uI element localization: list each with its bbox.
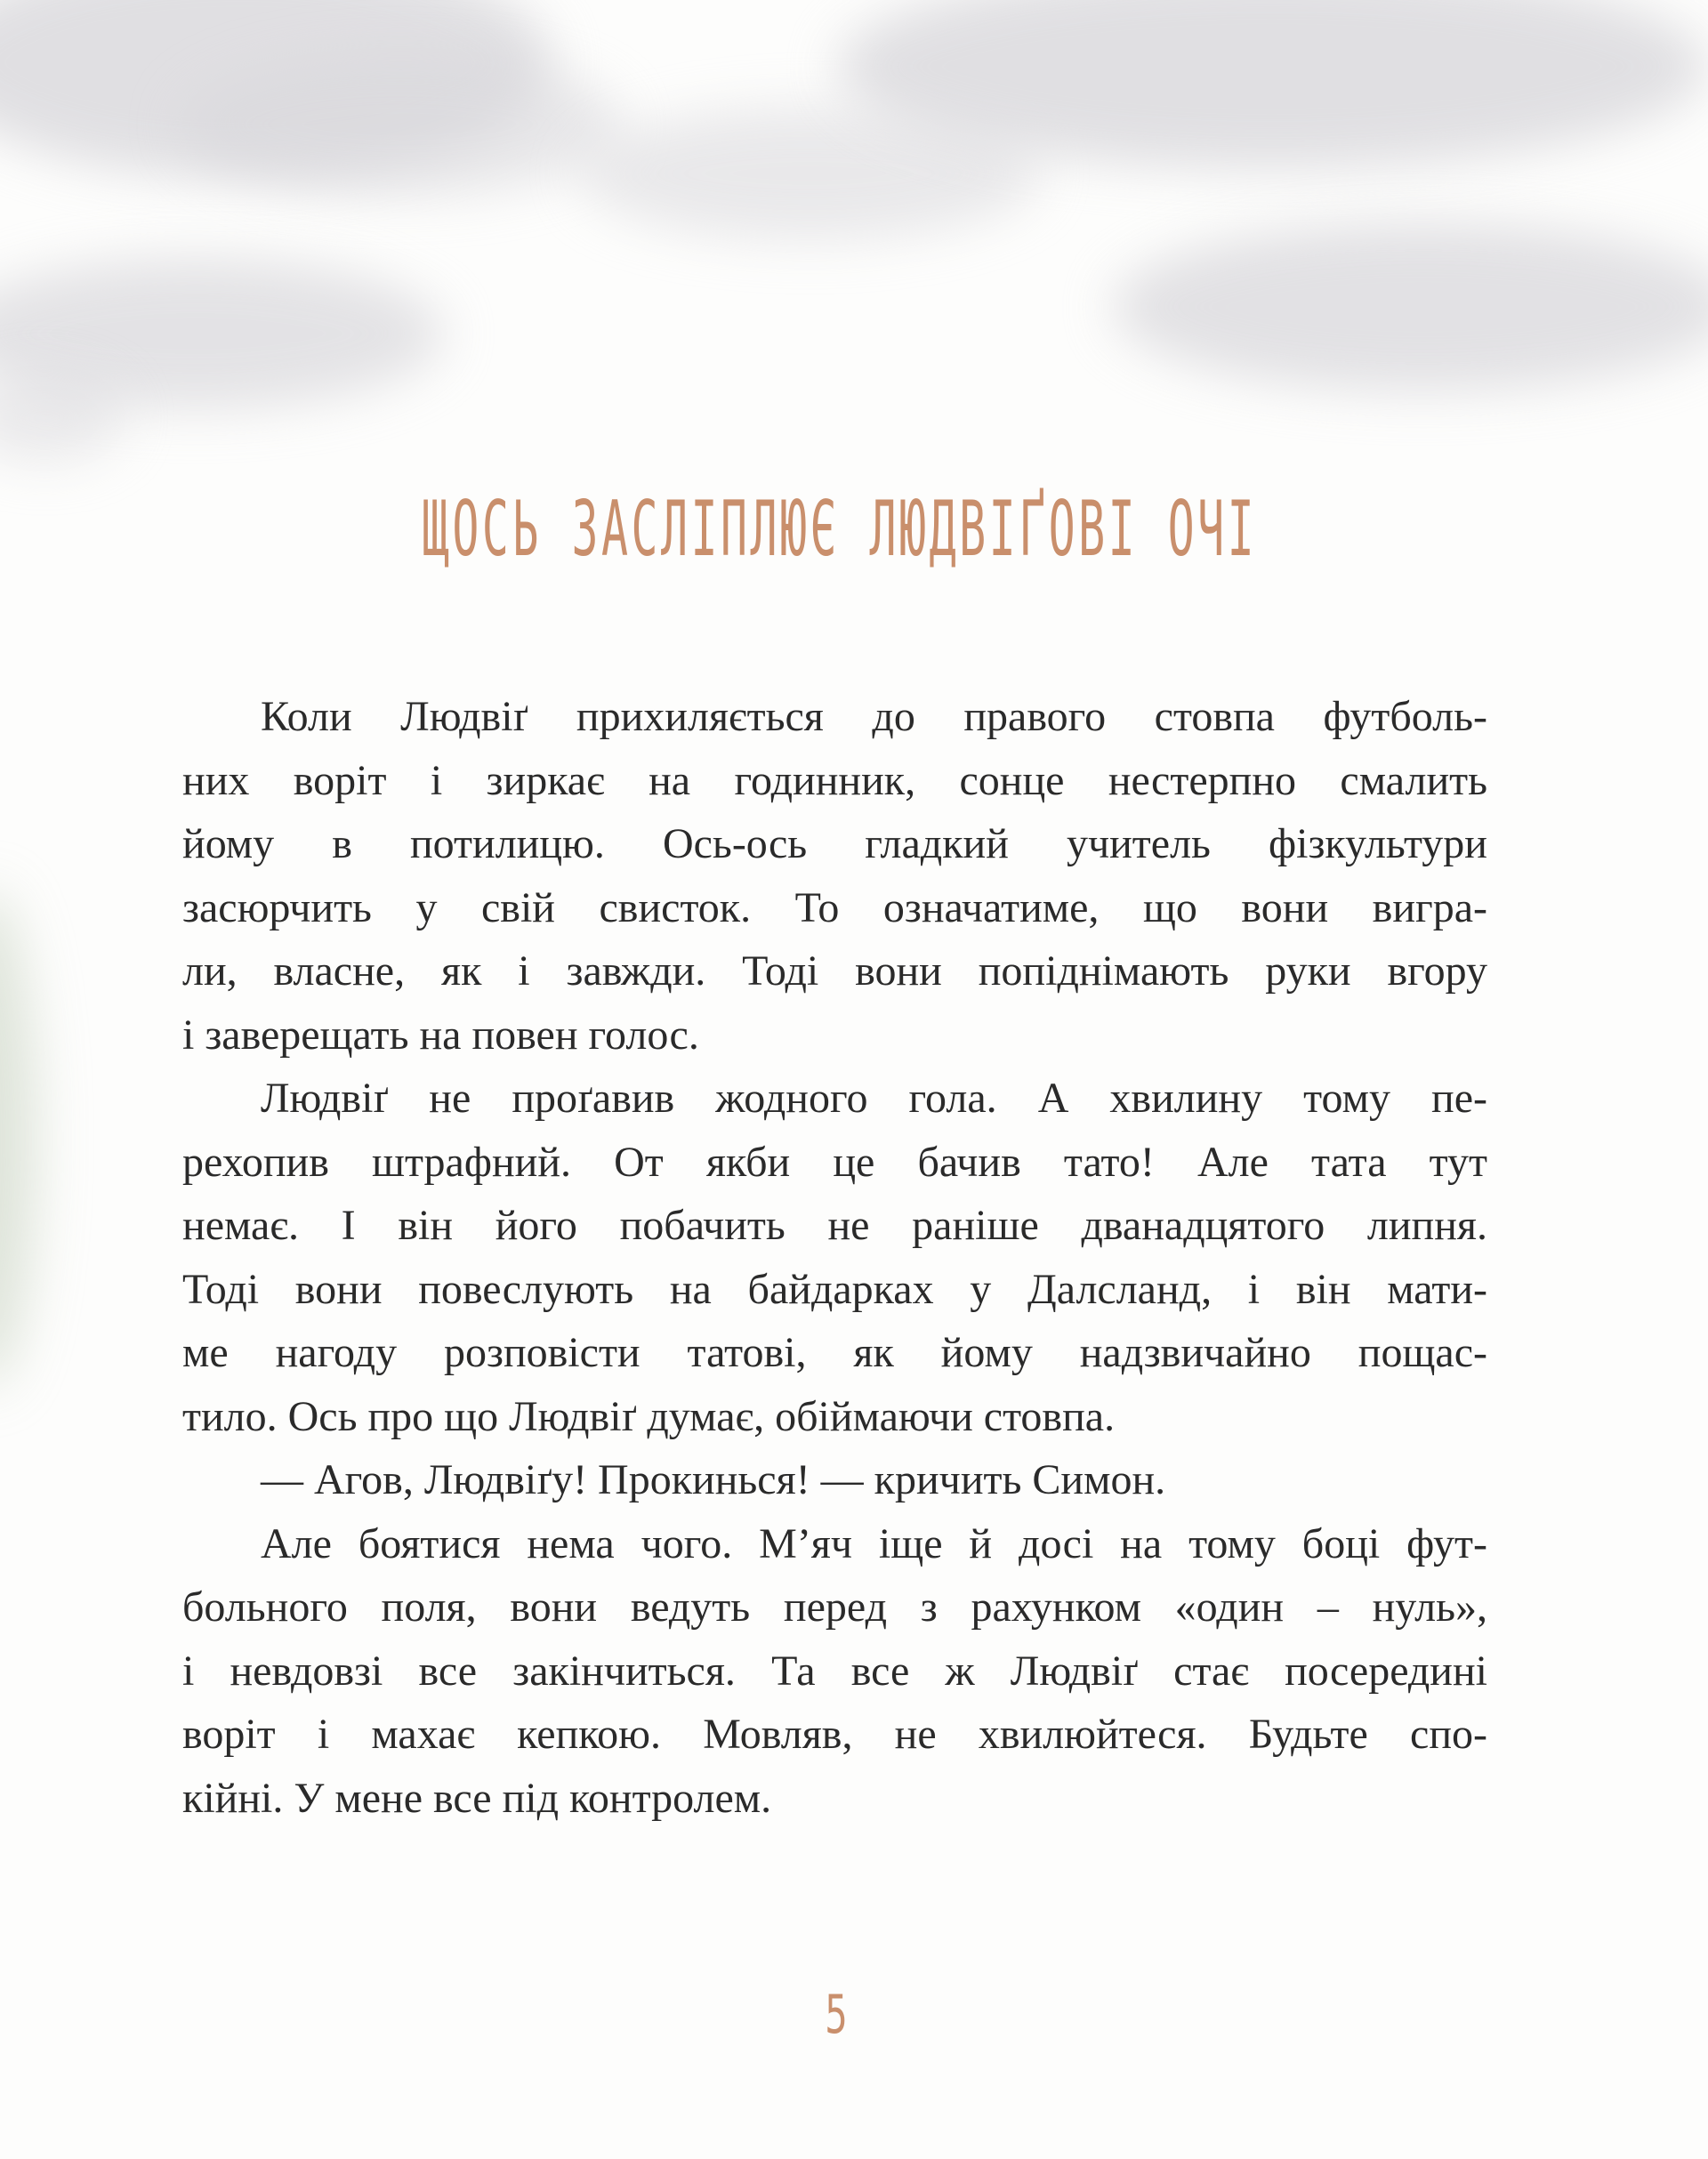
text-line: немає. І він його побачить не раніше дванадцятого липня. [182, 1202, 1487, 1249]
text-line: Людвіґ не проґавив жодного гола. А хвилину тому пе- [261, 1075, 1487, 1122]
chapter-title: ЩОСЬ ЗАСЛІПЛЮЄ ЛЮДВІҐОВІ ОЧІ [422, 485, 1258, 574]
text-line: Тоді вони повеслують на байдарках у Далсланд, і він мати- [182, 1265, 1487, 1313]
text-line: больного поля, вони ведуть перед з рахунком «один – нуль», [182, 1583, 1487, 1631]
text-line: і заверещать на повен голос. [182, 1011, 699, 1059]
foliage-smudge [0, 890, 36, 1388]
chapter-body [182, 685, 1487, 1830]
text-line: Але боятися нема чого. М’яч іще й досі на тому боці фут- [261, 1519, 1487, 1567]
text-line: ме нагоду розповісти татові, як йому надзвичайно пощас- [182, 1329, 1487, 1376]
text-line: тило. Ось про що Людвіґ думає, обіймаючи стовпа. [182, 1392, 1116, 1440]
text-line: кійні. У мене все під контролем. [182, 1774, 772, 1822]
text-line: рехопив штрафний. От якби це бачив тато! Але тата тут [182, 1138, 1487, 1186]
text-line: йому в потилицю. Ось-ось гладкий учитель фізкультури [182, 820, 1487, 867]
text-line: них воріт і зиркає на годинник, сонце нестерпно смалить [182, 756, 1487, 804]
cloud [1112, 222, 1708, 391]
text-line: Коли Людвіґ прихиляється до правого стовпа футболь- [261, 693, 1487, 740]
text-line: воріт і махає кепкою. Мовляв, не хвилюйтеся. Будьте спо- [182, 1711, 1487, 1758]
text-line: засюрчить у свій свисток. То означатиме, що вони вигра- [182, 883, 1487, 931]
text-line: — Агов, Людвіґу! Прокинься! — кричить Симон. [261, 1456, 1166, 1503]
page-number: 5 [825, 1984, 848, 2046]
text-line: і невдовзі все закінчиться. Та все ж Людвіґ стає посередині [182, 1647, 1487, 1695]
cloud [178, 53, 623, 196]
text-line: ли, власне, як і завжди. Тоді вони попіднімають руки вгору [182, 947, 1487, 995]
